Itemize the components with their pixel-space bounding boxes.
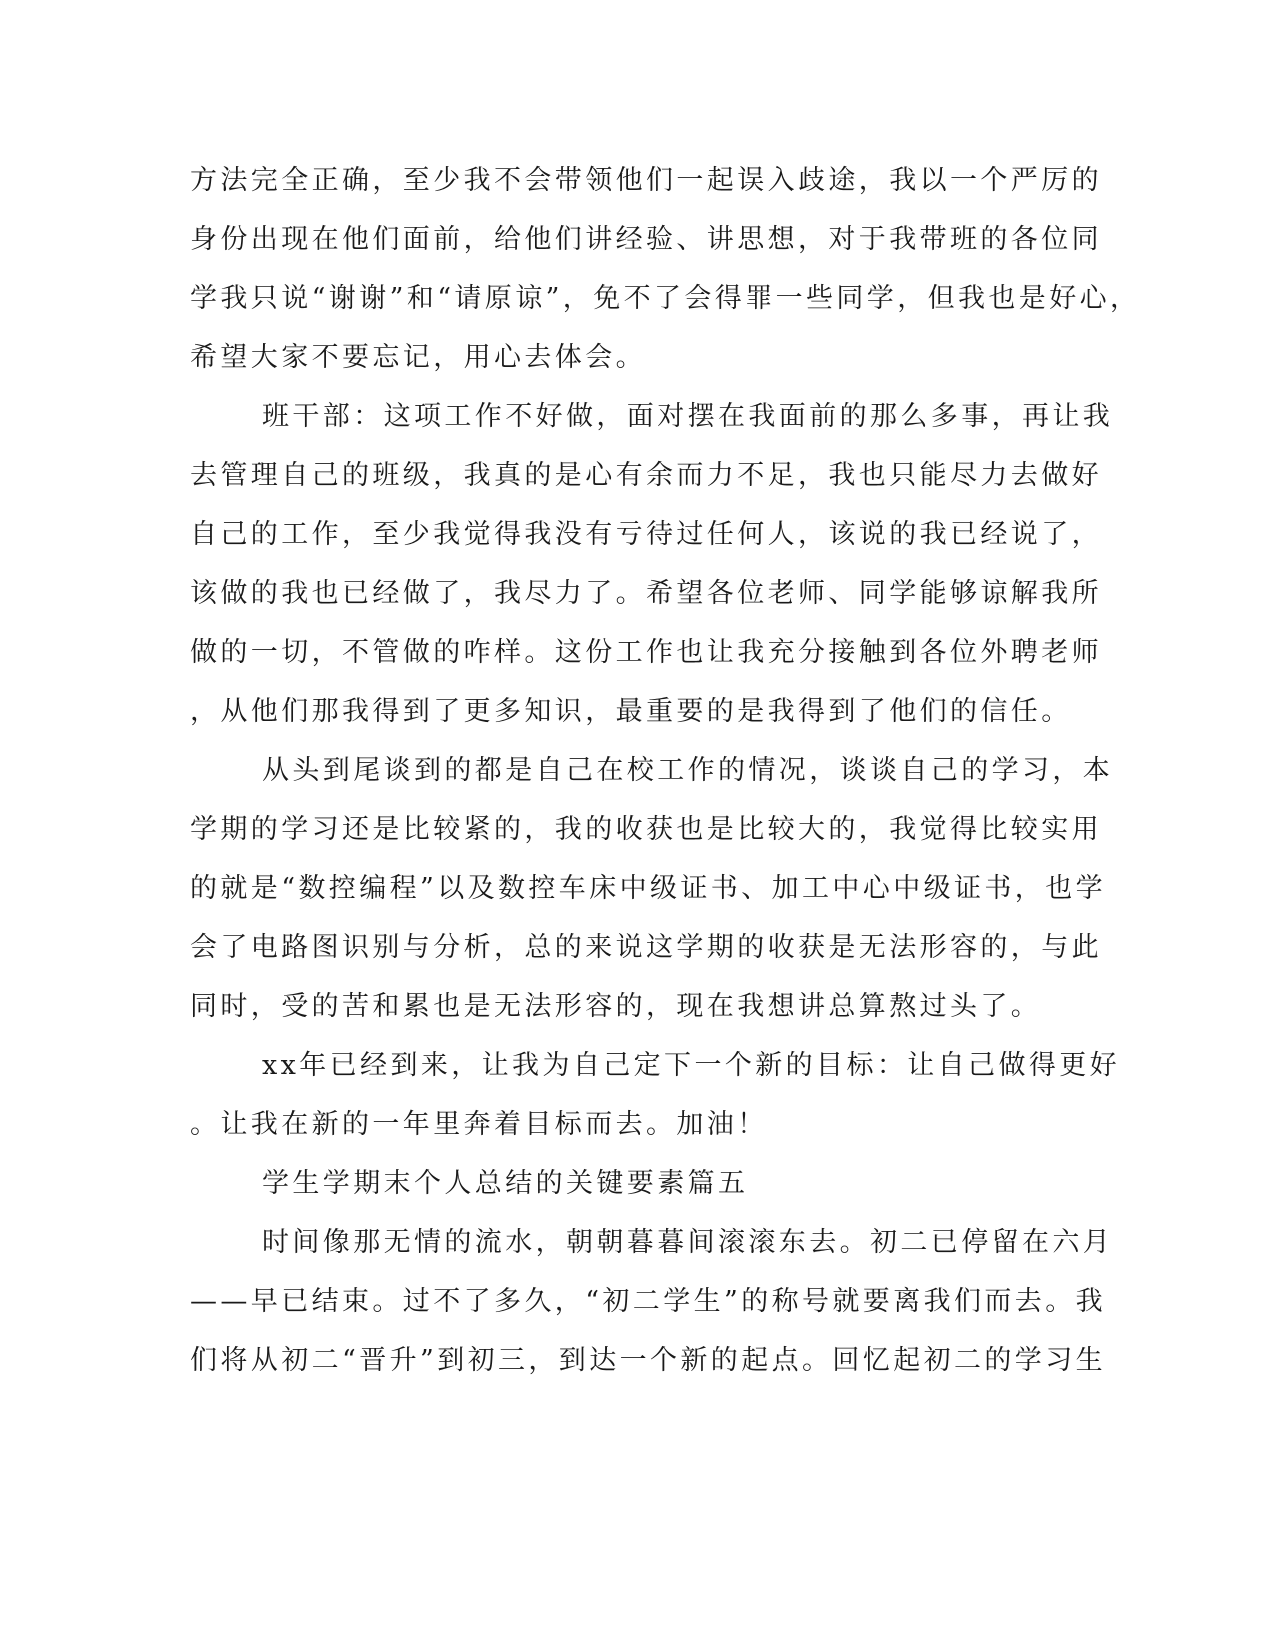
text-line: 们将从初二“晋升”到初三，到达一个新的起点。回忆起初二的学习生: [190, 1345, 1107, 1376]
text-line: 希望大家不要忘记，用心去体会。: [190, 342, 646, 373]
text-line: 去管理自己的班级，我真的是心有余而力不足，我也只能尽力去做好: [190, 460, 1102, 491]
text-line: 同时，受的苦和累也是无法形容的，现在我想讲总算熬过头了。: [190, 991, 1042, 1022]
text-line: 身份出现在他们面前，给他们讲经验、讲思想，对于我带班的各位同: [190, 224, 1102, 255]
section-heading: 学生学期末个人总结的关键要素篇五: [262, 1168, 749, 1199]
text-line: 方法完全正确，至少我不会带领他们一起误入歧途，我以一个严厉的: [190, 165, 1102, 196]
text-line: 。让我在新的一年里奔着目标而去。加油！: [190, 1109, 768, 1140]
paragraph-start-line: xx年已经到来，让我为自己定下一个新的目标：让自己做得更好: [262, 1050, 1121, 1081]
text-line: ——早已结束。过不了多久，“初二学生”的称号就要离我们而去。我: [190, 1286, 1107, 1317]
text-line: 会了电路图识别与分析，总的来说这学期的收获是无法形容的，与此: [190, 932, 1102, 963]
text-line: 做的一切，不管做的咋样。这份工作也让我充分接触到各位外聘老师: [190, 637, 1102, 668]
text-line: 自己的工作，至少我觉得我没有亏待过任何人，该说的我已经说了，: [190, 519, 1102, 550]
text-line: 该做的我也已经做了，我尽力了。希望各位老师、同学能够谅解我所: [190, 578, 1102, 609]
text-line: 学我只说“谢谢”和“请原谅”，免不了会得罪一些同学，但我也是好心，: [190, 283, 1141, 314]
text-line: ，从他们那我得到了更多知识，最重要的是我得到了他们的信任。: [190, 696, 1072, 727]
paragraph-start-line: 时间像那无情的流水，朝朝暮暮间滚滚东去。初二已停留在六月: [262, 1227, 1114, 1258]
text-line: 学期的学习还是比较紧的，我的收获也是比较大的，我觉得比较实用: [190, 814, 1102, 845]
text-line: 的就是“数控编程”以及数控车床中级证书、加工中心中级证书，也学: [190, 873, 1107, 904]
paragraph-start-line: 班干部：这项工作不好做，面对摆在我面前的那么多事，再让我: [262, 401, 1114, 432]
paragraph-start-line: 从头到尾谈到的都是自己在校工作的情况，谈谈自己的学习，本: [262, 755, 1114, 786]
